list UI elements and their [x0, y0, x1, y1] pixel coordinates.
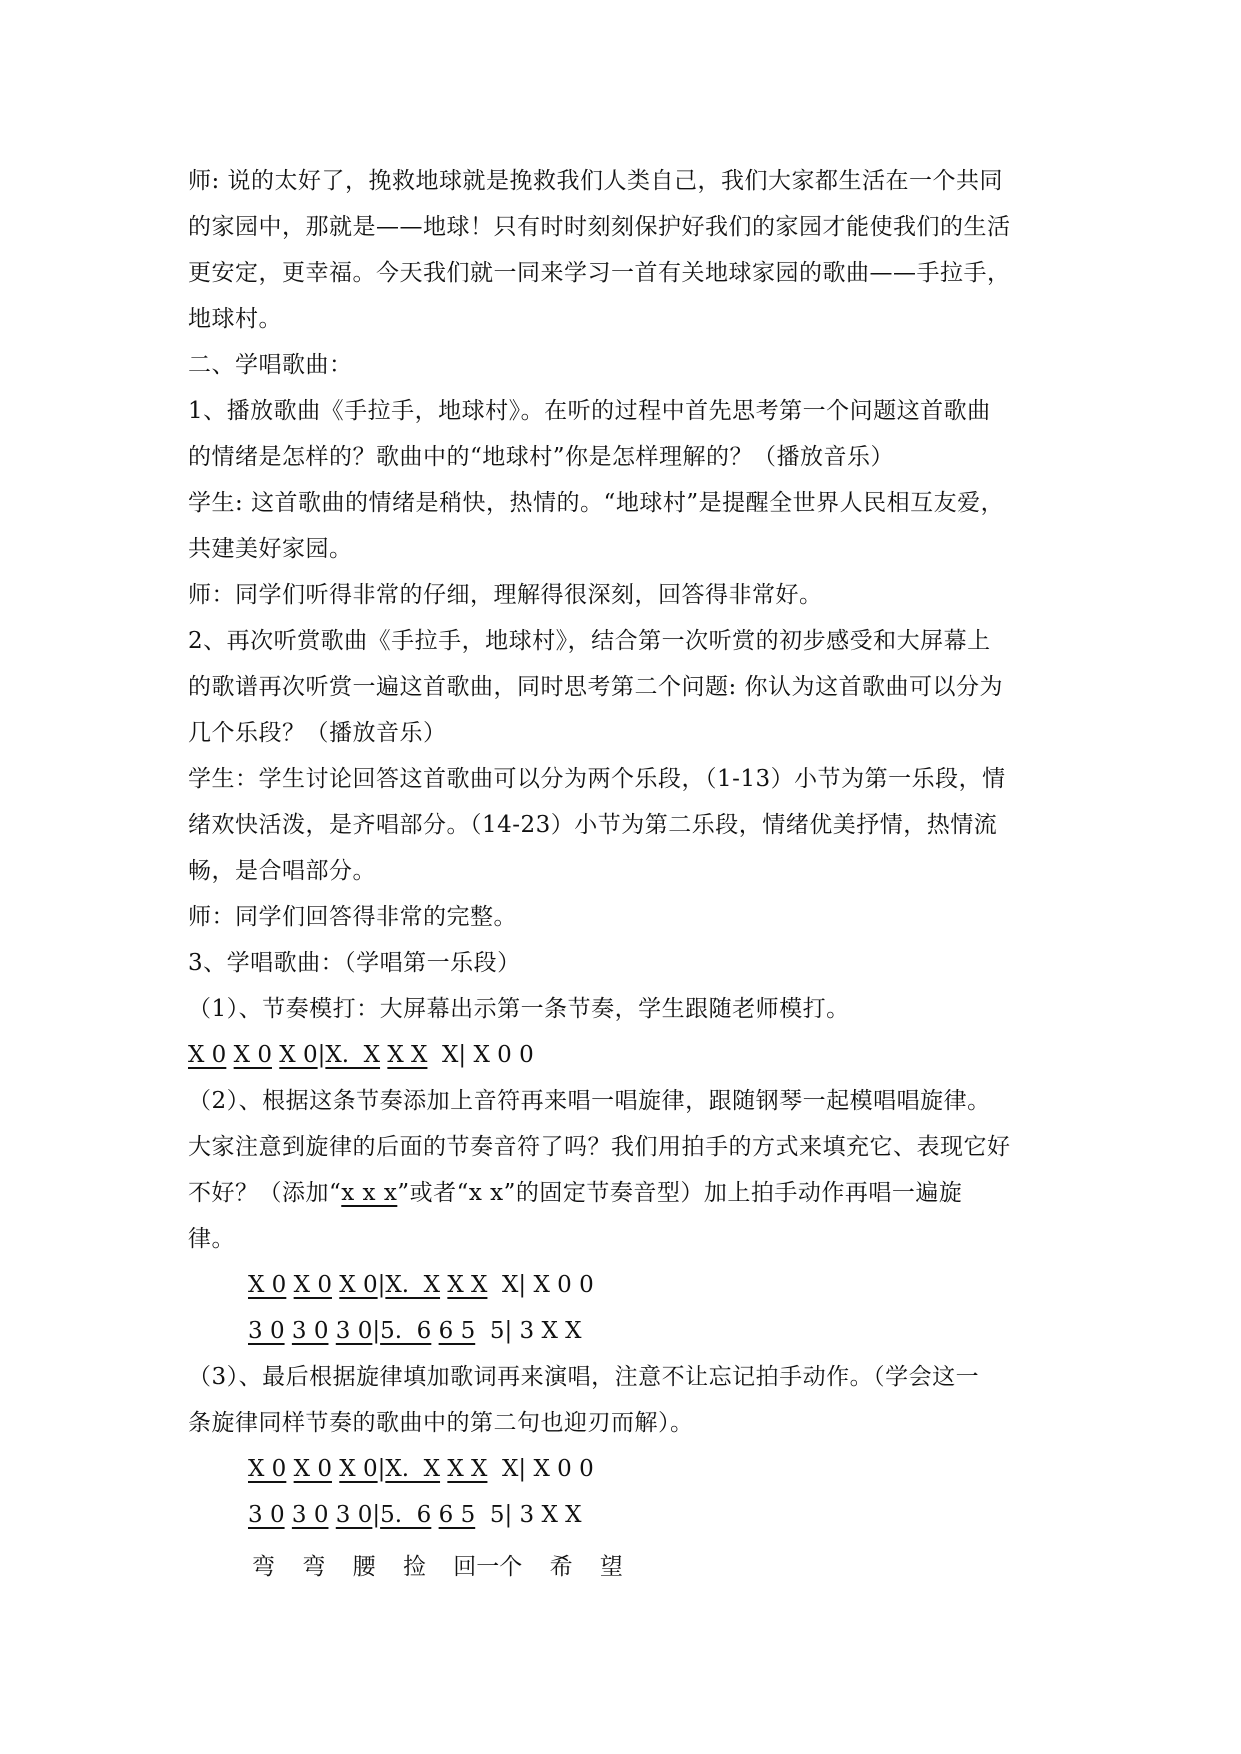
- text-line: （1）、节奏模打：大屏幕出示第一条节奏，学生跟随老师模打。: [188, 996, 850, 1022]
- text-fragment: ”或者“x x”的固定节奏音型）加上拍手动作再唱一遍旋: [397, 1180, 963, 1206]
- text-line: 3、学唱歌曲：（学唱第一乐段）: [188, 950, 521, 976]
- text-line: 条旋律同样节奏的歌曲中的第二句也迎刃而解）。: [188, 1410, 694, 1436]
- text-line: 畅，是合唱部分。: [188, 858, 376, 884]
- rhythm-notation: X 0 X 0 X 0|X. X X X X| X 0 0: [248, 1272, 594, 1298]
- melody-notation: 3 0 3 0 3 0|5. 6 6 5 5| 3 X X: [248, 1318, 582, 1344]
- text-line: 的情绪是怎样的？歌曲中的“地球村”你是怎样理解的？（播放音乐）: [188, 444, 895, 470]
- beat: X X: [387, 1042, 428, 1068]
- beat: X. X: [385, 1272, 441, 1298]
- lyrics-line: [252, 1544, 643, 1590]
- text-line: （2）、根据这条节奏添加上音符再来唱一唱旋律，跟随钢琴一起模唱唱旋律。: [188, 1088, 991, 1114]
- text-line: 地球村。: [188, 306, 282, 332]
- text-line: 大家注意到旋律的后面的节奏音符了吗？我们用拍手的方式来填充它、表现它好: [188, 1134, 1011, 1160]
- text-line: 共建美好家园。: [188, 536, 353, 562]
- text-line: 几个乐段？（播放音乐）: [188, 720, 447, 746]
- note: 5| 3 X X: [475, 1318, 582, 1344]
- beat: X. X: [385, 1456, 441, 1482]
- text-fragment: 不好？（添加“: [188, 1180, 342, 1206]
- underlined-rhythm: x x x: [341, 1180, 398, 1206]
- text-line: （3）、最后根据旋律填加歌词再来演唱，注意不让忘记拍手动作。（学会这一: [188, 1364, 980, 1390]
- lyric-word: 回一个: [453, 1554, 523, 1580]
- lyric-word: 望: [599, 1554, 623, 1580]
- text-line: 师: 说的太好了，挽救地球就是挽救我们人类自己，我们大家都生活在一个共同: [188, 168, 1004, 194]
- note: 5. 6: [380, 1318, 432, 1344]
- text-line: 学生: 这首歌曲的情绪是稍快，热情的。“地球村”是提醒全世界人民相互友爱，: [188, 490, 1005, 516]
- note: 3 0: [291, 1502, 329, 1528]
- text-line: 学生：学生讨论回答这首歌曲可以分为两个乐段，（1-13）小节为第一乐段，情: [188, 766, 1006, 792]
- beat: X 0: [248, 1272, 287, 1298]
- text-line: 1、播放歌曲《手拉手，地球村》。在听的过程中首先思考第一个问题这首歌曲: [188, 398, 991, 424]
- lyric-word: 弯: [302, 1554, 326, 1580]
- note: 6 5: [438, 1318, 476, 1344]
- lyric-word: 腰: [352, 1554, 376, 1580]
- text-line: [188, 1170, 1068, 1216]
- note: 3 0: [248, 1502, 285, 1528]
- note: 5. 6: [380, 1502, 432, 1528]
- text-line: 更安定，更幸福。今天我们就一同来学习一首有关地球家园的歌曲——手拉手，: [188, 260, 1011, 286]
- text-line: 绪欢快活泼，是齐唱部分。（14-23）小节为第二乐段，情绪优美抒情，热情流: [188, 812, 998, 838]
- text-line: 师：同学们听得非常的仔细，理解得很深刻，回答得非常好。: [188, 582, 823, 608]
- rhythm-notation: X 0 X 0 X 0|X. X X X X| X 0 0: [248, 1456, 594, 1482]
- lyric-word: 弯: [252, 1554, 275, 1580]
- beat: X 0: [293, 1456, 332, 1482]
- beat: X 0: [248, 1456, 287, 1482]
- text-line: 师：同学们回答得非常的完整。: [188, 904, 517, 930]
- note: 3 0: [248, 1318, 285, 1344]
- beat: X| X 0 0: [487, 1456, 594, 1482]
- melody-notation: 3 0 3 0 3 0|5. 6 6 5 5| 3 X X: [248, 1502, 582, 1528]
- note: 3 0: [335, 1502, 373, 1528]
- lyric-word: 捡: [402, 1554, 426, 1580]
- beat: X X: [447, 1456, 488, 1482]
- note: 3 0: [291, 1318, 329, 1344]
- text-line: 的歌谱再次听赏一遍这首歌曲，同时思考第二个问题: 你认为这首歌曲可以分为: [188, 674, 1004, 700]
- beat: X X: [447, 1272, 488, 1298]
- beat: X 0: [188, 1042, 227, 1068]
- beat: X 0: [279, 1042, 318, 1068]
- beat: X. X: [325, 1042, 381, 1068]
- rhythm-notation: X 0 X 0 X 0|X. X X X X| X 0 0: [188, 1042, 534, 1068]
- text-line: 2、再次听赏歌曲《手拉手，地球村》，结合第一次听赏的初步感受和大屏幕上: [188, 628, 991, 654]
- section-heading: 二、学唱歌曲：: [188, 352, 353, 378]
- beat: X 0: [339, 1456, 378, 1482]
- note: 6 5: [438, 1502, 476, 1528]
- beat: X 0: [233, 1042, 272, 1068]
- beat: X| X 0 0: [427, 1042, 534, 1068]
- beat: X 0: [293, 1272, 332, 1298]
- beat: X| X 0 0: [487, 1272, 594, 1298]
- text-line: 的家园中，那就是——地球！只有时时刻刻保护好我们的家园才能使我们的生活: [188, 214, 1011, 240]
- lyric-word: 希: [549, 1554, 573, 1580]
- note: 3 0: [335, 1318, 373, 1344]
- beat: X 0: [339, 1272, 378, 1298]
- note: 5| 3 X X: [475, 1502, 582, 1528]
- text-line: 律。: [188, 1226, 235, 1252]
